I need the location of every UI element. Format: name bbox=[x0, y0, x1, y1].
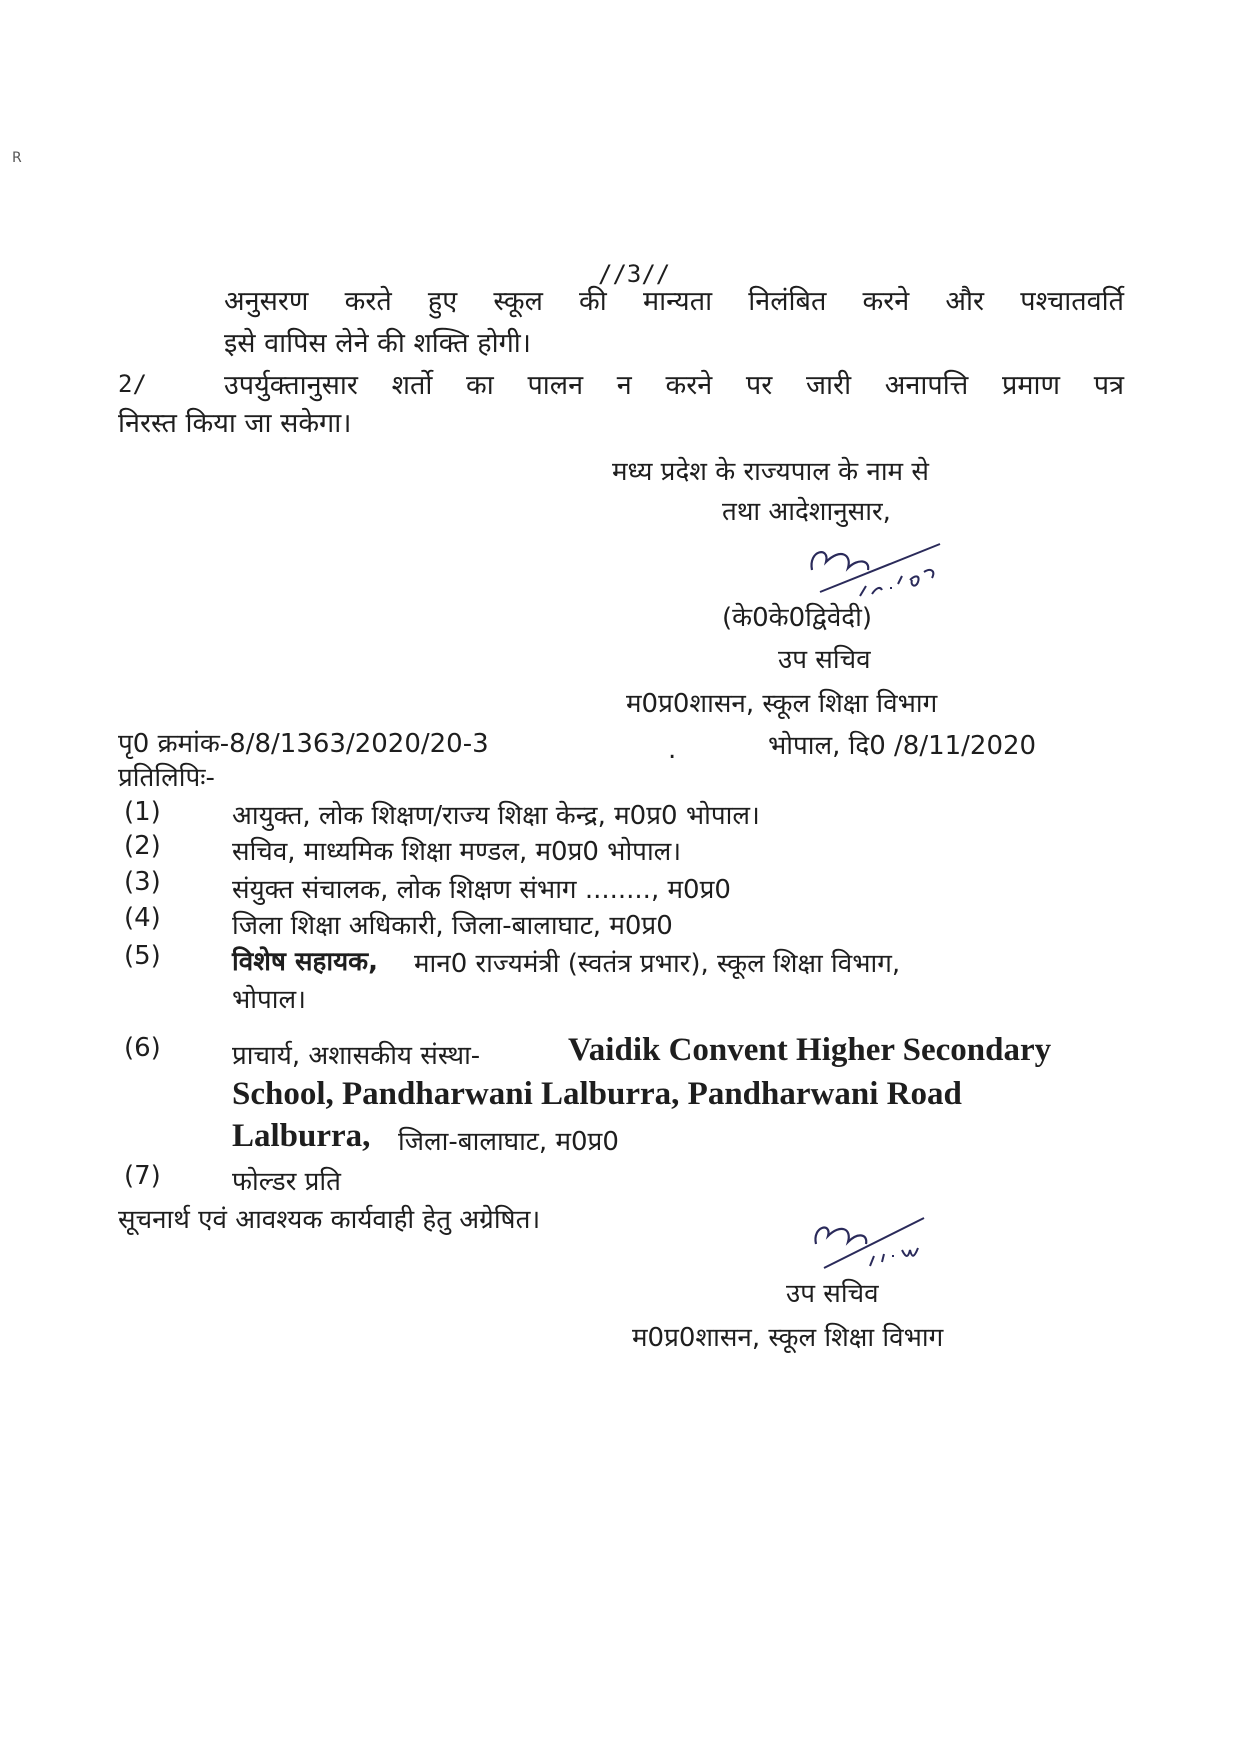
para2-line1: उपर्युक्तानुसार शर्तो का पालन न करने पर जारी अनापत्ति प्रमाण पत्र bbox=[224, 370, 1124, 401]
copy-item-text: आयुक्त, लोक शिक्षण/राज्य शिक्षा केन्द्र, म0प्र0 भोपाल। bbox=[232, 801, 760, 831]
copy-item-text: जिला शिक्षा अधिकारी, जिला-बालाघाट, म0प्र0 bbox=[232, 911, 673, 941]
copy-item-index: (3) bbox=[124, 867, 161, 897]
signatory-name: (के0के0द्विवेदी) bbox=[722, 603, 872, 633]
reference-number: पृ0 क्रमांक-8/8/1363/2020/20-3 bbox=[118, 729, 489, 759]
para1-line1: अनुसरण करते हुए स्कूल की मान्यता निलंबित करने और पश्चातवर्ति bbox=[224, 286, 1124, 317]
signatory-department: म0प्र0शासन, स्कूल शिक्षा विभाग bbox=[626, 689, 938, 719]
copy-item-text: सचिव, माध्यमिक शिक्षा मण्डल, म0प्र0 भोपाल। bbox=[232, 837, 682, 867]
copy-item-index: (2) bbox=[124, 831, 161, 861]
order-line: तथा आदेशानुसार, bbox=[722, 497, 891, 527]
copy-item-text: फोल्डर प्रति bbox=[232, 1167, 341, 1197]
place-date: भोपाल, दि0 /8/11/2020 bbox=[768, 731, 1037, 761]
school-name-line1: Vaidik Convent Higher Secondary bbox=[568, 1032, 1052, 1068]
copy-item-index: (5) bbox=[124, 941, 161, 971]
copy-item-text: संयुक्त संचालक, लोक शिक्षण संभाग ........, म0प्र0 bbox=[232, 875, 731, 905]
signatory-2-designation: उप सचिव bbox=[786, 1279, 879, 1309]
para1-line2: इसे वापिस लेने की शक्ति होगी। bbox=[224, 328, 531, 359]
copy-item-index: (6) bbox=[124, 1033, 161, 1063]
copy-item-index: (1) bbox=[124, 797, 161, 827]
governor-line: मध्य प्रदेश के राज्यपाल के नाम से bbox=[612, 457, 929, 487]
school-name-line2: School, Pandharwani Lalburra, Pandharwani Road bbox=[232, 1076, 962, 1112]
copy-item-text: मान0 राज्यमंत्री (स्वतंत्र प्रभार), स्कूल शिक्षा विभाग, bbox=[414, 949, 901, 979]
copy-item-index: (7) bbox=[124, 1161, 161, 1191]
copy-item-prefix: प्राचार्य, अशासकीय संस्था- bbox=[232, 1041, 481, 1071]
copy-item-bold: विशेष सहायक, bbox=[232, 947, 378, 977]
para2-number: 2/ bbox=[118, 370, 147, 398]
signatory-designation: उप सचिव bbox=[778, 645, 871, 675]
signature-2 bbox=[806, 1202, 936, 1282]
closing-line: सूचनार्थ एवं आवश्यक कार्यवाही हेतु अग्रेषित। bbox=[118, 1205, 541, 1235]
page-number: //3// bbox=[598, 260, 671, 288]
copy-to-heading: प्रतिलिपिः- bbox=[118, 763, 215, 793]
copy-item-text-line2: भोपाल। bbox=[232, 985, 306, 1015]
para2-line2: निरस्त किया जा सकेगा। bbox=[118, 408, 352, 439]
reference-dot: . bbox=[668, 735, 677, 765]
school-name-line3: Lalburra, bbox=[232, 1118, 371, 1154]
signatory-2-department: म0प्र0शासन, स्कूल शिक्षा विभाग bbox=[632, 1323, 944, 1353]
copy-item-index: (4) bbox=[124, 903, 161, 933]
margin-mark: R bbox=[12, 150, 22, 166]
copy-item-suffix: जिला-बालाघाट, म0प्र0 bbox=[398, 1127, 619, 1157]
